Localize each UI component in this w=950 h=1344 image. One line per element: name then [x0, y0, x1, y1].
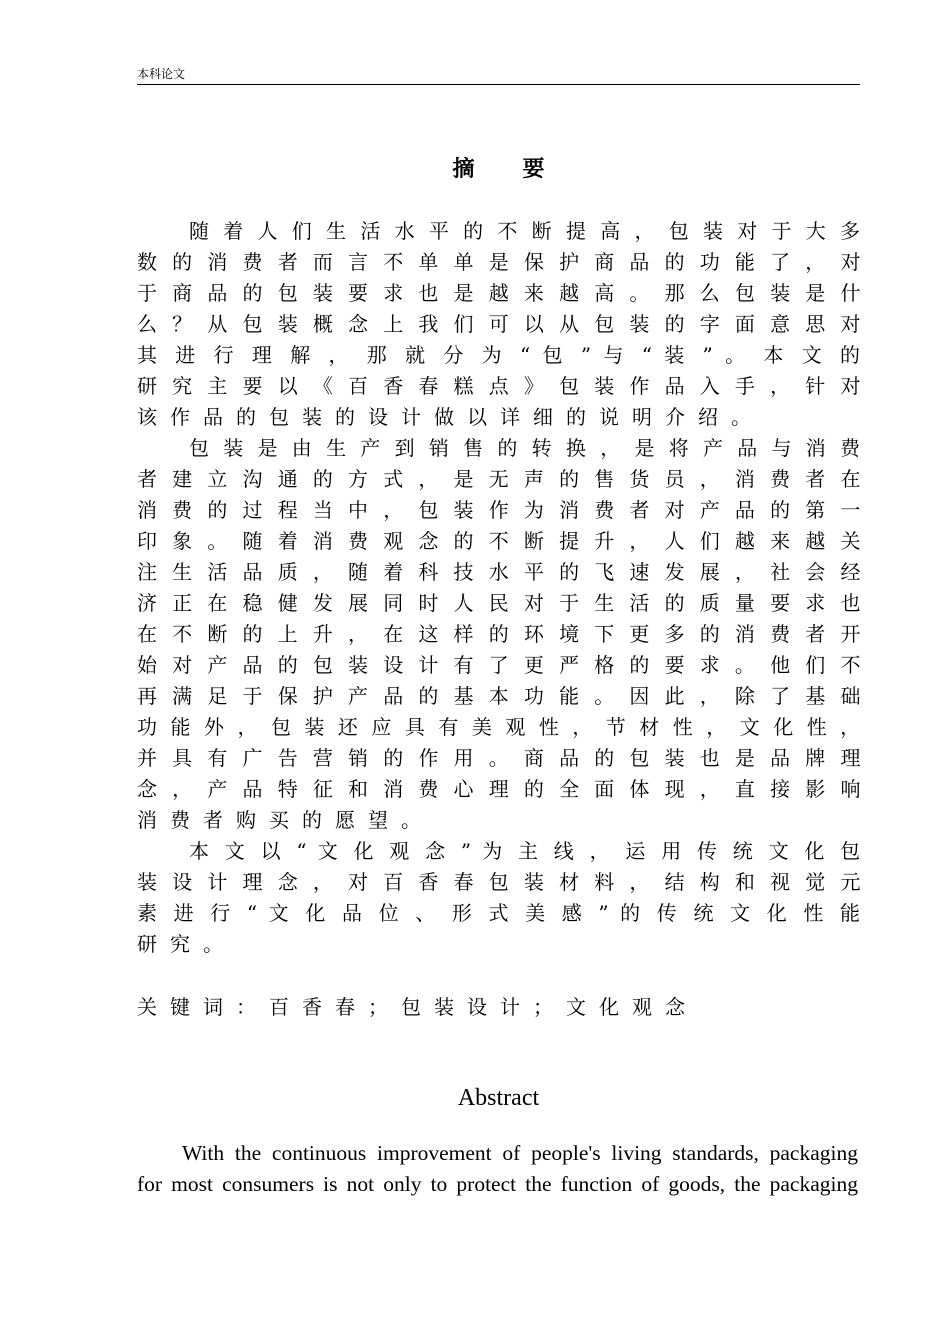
abstract-line-en: for most consumers is not only to protect the function of goods, the packaging — [137, 1172, 858, 1196]
abstract-title-zh: 摘要 — [452, 156, 593, 182]
header-label: 本科论文 — [137, 67, 186, 81]
abstract-line: 于 商 品 的 包 装 要 求 也 是 越 来 越 高 。 那 么 包 装 是 什 — [137, 281, 861, 305]
abstract-line: 本 文 以 “ 文 化 观 念 ” 为 主 线 ， 运 用 传 统 文 化 包 — [189, 839, 861, 863]
abstract-line: 该作品的包装的设计做以详细的说明介绍。 — [137, 405, 764, 429]
abstract-line: 功 能 外 ， 包 装 还 应 具 有 美 观 性 ， 节 材 性 ， 文 化 性 ， — [137, 715, 861, 739]
abstract-line: 念 ， 产 品 特 征 和 消 费 心 理 的 全 面 体 现 ， 直 接 影 响 — [137, 777, 861, 801]
abstract-line: 始 对 产 品 的 包 装 设 计 有 了 更 严 格 的 要 求 。 他 们 不 — [137, 653, 861, 677]
abstract-title-en: Abstract — [457, 1085, 540, 1111]
abstract-line: 研 究 主 要 以 《 百 香 春 糕 点 》 包 装 作 品 入 手 ， 针 对 — [137, 374, 861, 398]
keywords-line: 关键词：百香春；包装设计；文化观念 — [137, 995, 698, 1019]
abstract-line: 印 象 。 随 着 消 费 观 念 的 不 断 提 升 ， 人 们 越 来 越 关 — [137, 529, 861, 553]
abstract-line: 数 的 消 费 者 而 言 不 单 单 是 保 护 商 品 的 功 能 了 ， 对 — [137, 250, 861, 274]
abstract-body-zh — [137, 216, 860, 960]
abstract-line: 包 装 是 由 生 产 到 销 售 的 转 换 ， 是 将 产 品 与 消 费 — [189, 436, 861, 460]
abstract-line: 其 进 行 理 解 ， 那 就 分 为 “ 包 ” 与 “ 装 ” 。 本 文 的 — [137, 343, 860, 367]
abstract-line: 随 着 人 们 生 活 水 平 的 不 断 提 高 ， 包 装 对 于 大 多 — [189, 219, 861, 243]
abstract-line: 消 费 的 过 程 当 中 ， 包 装 作 为 消 费 者 对 产 品 的 第 一 — [137, 498, 861, 522]
abstract-line: 再 满 足 于 保 护 产 品 的 基 本 功 能 。 因 此 ， 除 了 基 础 — [137, 684, 861, 708]
abstract-line: 消费者购买的愿望。 — [137, 808, 434, 832]
abstract-line: 在 不 断 的 上 升 ， 在 这 样 的 环 境 下 更 多 的 消 费 者 开 — [137, 622, 861, 646]
abstract-line: 么 ？ 从 包 装 概 念 上 我 们 可 以 从 包 装 的 字 面 意 思 对 — [137, 312, 861, 336]
abstract-line: 济 正 在 稳 健 发 展 同 时 人 民 对 于 生 活 的 质 量 要 求 也 — [137, 591, 861, 615]
abstract-line: 并 具 有 广 告 营 销 的 作 用 。 商 品 的 包 装 也 是 品 牌 理 — [137, 746, 861, 770]
abstract-line: 研究。 — [137, 932, 236, 956]
abstract-line: 装 设 计 理 念 ， 对 百 香 春 包 装 材 料 ， 结 构 和 视 觉 元 — [137, 870, 861, 894]
abstract-body-en — [137, 1138, 858, 1200]
page-header — [137, 66, 860, 85]
abstract-line: 者 建 立 沟 通 的 方 式 ， 是 无 声 的 售 货 员 ， 消 费 者 在 — [137, 467, 861, 491]
abstract-line-en: With the continuous improvement of people's living standards, packaging — [182, 1141, 858, 1165]
abstract-line: 素 进 行 “ 文 化 品 位 、 形 式 美 感 ” 的 传 统 文 化 性 能 — [137, 901, 860, 925]
abstract-line: 注 生 活 品 质 ， 随 着 科 技 水 平 的 飞 速 发 展 ， 社 会 经 — [137, 560, 861, 584]
